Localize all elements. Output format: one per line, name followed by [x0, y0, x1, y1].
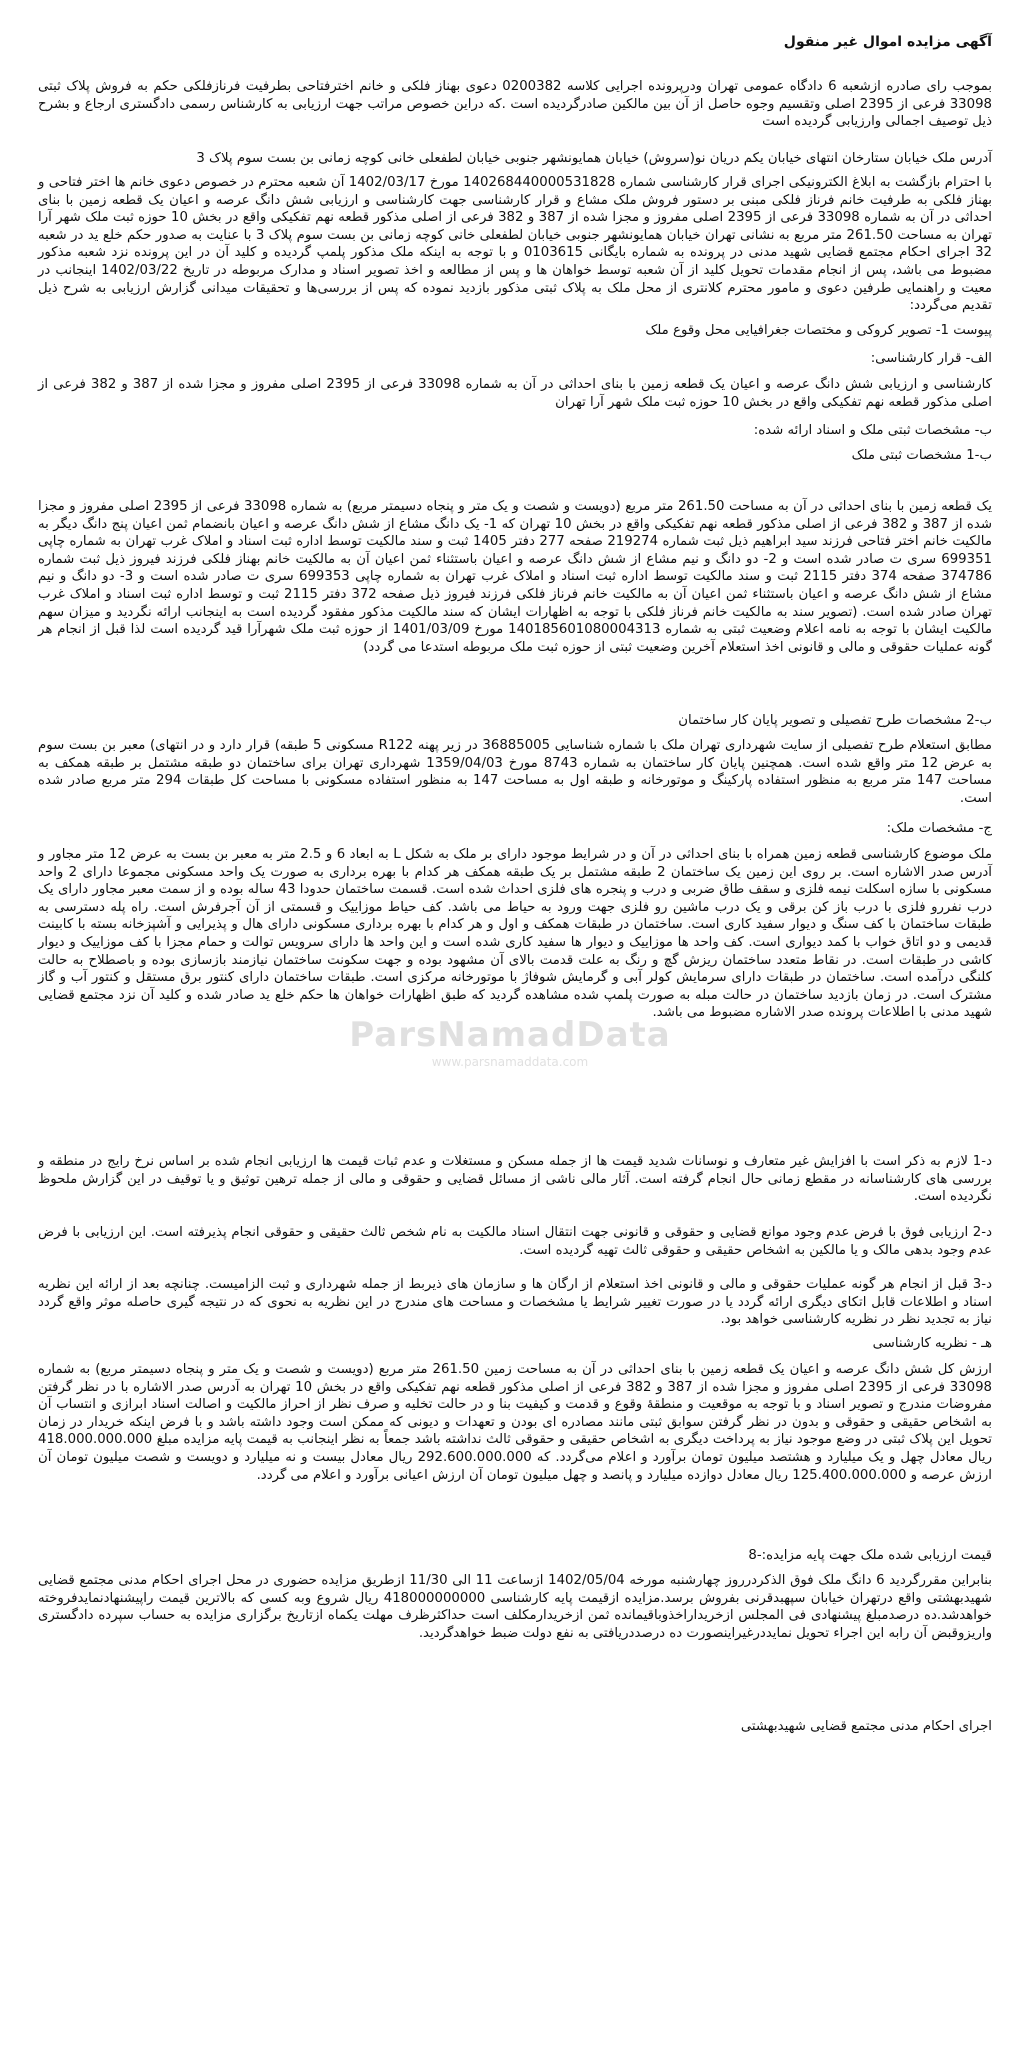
watermark-brand: ParsNamadData: [349, 1015, 671, 1055]
report-intro-paragraph: با احترام بازگشت به ابلاغ الکترونیکی اجرای قرار کارشناسی شماره 140268440000531828 مورخ 1402/03/17 آن شعبه محترم در خصوص دعوی خانم ها اختر فتاحی و بهناز فلکی به طرفیت خانم فرناز فلکی مبنی بر دستور فروش ملک مشاع و قرار کارشناسی جهت کارشناسی و ارزیابی شش دانگ عرصه و اعیان یک قطعه زمین با بنای احداثی در آن به شماره 33098 فرعی از 2395 اصلی مفروز و مجزا شده از 387 و 382 فرعی از اصلی مذکور قطعه نهم تفکیکی واقع در بخش 10 حوزه ثبت ملک شهر آرا تهران به مساحت 261.50 متر مربع به نشانی تهران خیابان همایونشهر جنوبی خیابان لطفعلی خانی کوچه زمانی بن بست سوم پلاک 3 با عنایت به صدور حکم خلع ید در شعبه 32 اجرای احکام مجتمع قضایی شهید مدنی در پرونده به شماره بایگانی 0103615 و با توجه به اینکه ملک مذکور پلمپ گردیده و کلید آن در این پرونده نزد شعبه مذکور مضبوط می باشد، پس از انجام مقدمات تحویل کلید از آن شعبه توسط خواهان ها و پس از مطالعه و اخذ تصویر اسناد و مدارک مربوطه در تاریخ 1402/03/22 اینجانب در معیت و راهنمایی طرفین دعوی و مامور محترم کلانتری از محل ملک به پلاک ثبتی مذکور بازدید نموده که پس از بررسی‌ها و تحقیقات میدانی گزارش ارزیابی به شرح ذیل تقدیم می‌گردد:: [38, 175, 993, 314]
section-be2-heading: ب-2 مشخصات طرح تفصیلی و تصویر پایان کار ساختمان: [678, 713, 992, 728]
section-be2-body: مطابق استعلام طرح تفصیلی از سایت شهرداری تهران ملک با شماره شناسایی 36885005 در زیر پهنه R122 مسکونی 5 طبقه) قرار دارد و در انتهای) معبر بن بست سوم به عرض 12 متر واقع شده است. همچنین پایان کار ساختمان به شماره 8743 مورخ 1359/04/03 شهرداری تهران برای ساختمان دو طبقه مشتمل بر طبقه همکف به مساحت 147 متر مربع به منظور استفاده پارکینگ و موتورخانه و طبقه اول به مساحت 147 به منظور استفاده مسکونی با مساحت کل طبقات 294 متر مربع صادر شده است.: [38, 738, 993, 806]
attachment-line: پیوست 1- تصویر کروکی و مختصات جغرافیایی محل وقوع ملک: [645, 323, 992, 338]
section-be-heading: ب- مشخصات ثبتی ملک و اسناد ارائه شده:: [753, 423, 992, 438]
section-be1-body: یک قطعه زمین با بنای احداثی در آن به مساحت 261.50 متر مربع (دویست و شصت و یک متر و پنجاه دسیمتر مربع) به شماره 33098 فرعی از 2395 اصلی مفروز و مجزا شده از 387 و 382 فرعی از اصلی مذکور قطعه نهم تفکیکی واقع در بخش 10 تهران که 1- یک دانگ مشاع از شش دانگ عرصه و اعیان بانضمام ثمن اعیان پنج دانگ دیگر به مالکیت خانم اختر فتاحی فرزند سید ابراهیم ذیل ثبت شماره 219274 صفحه 277 دفتر 1405 ثبت و سند مالکیت توسط اداره ثبت اسناد و املاک غرب تهران به شماره چاپی 699351 سری ت صادر شده است و 2- دو دانگ و نیم مشاع از شش دانگ عرصه و اعیان باستثناء ثمن اعیان آن به مالکیت خانم بهناز فلکی فرزند فیروز ذیل ثبت شماره 374786 صفحه 374 دفتر 2115 ثبت و سند مالکیت توسط اداره ثبت اسناد و املاک غرب تهران به شماره چاپی 699353 سری ت صادر شده است و 3- دو دانگ و نیم مشاع از شش دانگ عرصه و اعیان باستثناء ثمن اعیان آن به مالکیت خانم فرناز فلکی فرزند فیروز ذیل صفحه 372 دفتر 2115 ثبت و توسط اداره ثبت اسناد و املاک غرب تهران صادر شده است. (تصویر سند به مالکیت خانم فرناز فلکی با توجه به اظهارات ایشان که سند مالکیت مذکور مفقود گردیده است به اینجانب ارائه نگردید و میزان سهم مالکیت ایشان با توجه به نامه اعلام وضعیت ثبتی به شماره 140185601080004313 مورخ 1401/03/09 از حوزه ثبت ملک شهرآرا قید گردیده است لذا قبل از انجام هر گونه عملیات حقوقی و مالی و قانونی اخذ استعلام آخرین وضعیت ثبتی از حوزه ثبت ملک مربوطه استدعا می گردد): [38, 499, 993, 655]
auction-terms-paragraph: بنابراین مقررگردید 6 دانگ ملک فوق الذکردرروز چهارشنبه مورخه 1402/05/04 ازساعت 11 الی 11/30 ازطریق مزایده حضوری در محل اجرای احکام مدنی مجتمع قضایی شهیدبهشتی واقع درتهران خیابان سپهبدقرنی بفروش برسد.مزایده ازقیمت پایه کارشناسی 418000000000 ریال شروع وبه کسی که بالاترین قیمت راپیشنهادنمایدفروخته خواهدشد.ده درصدمبلغ پیشنهادی فی المجلس ازخریداراخذوباقیمانده ثمن ازخریدارمکلف است حداکثرظرف مهلت یکماه ازتاریخ برگزاری مزایده به حساب سپرده دادگستری واریزوقبض آن رابه این اجراء تحویل نمایددرغیراینصورت ده درصددریافتی به نفع دولت ضبط خواهدگردید.: [38, 1573, 992, 1641]
watermark-logo: [280, 1015, 740, 1105]
signature: اجرای احکام مدنی مجتمع قضایی شهیدبهشتی: [740, 1719, 992, 1734]
price-heading: قیمت ارزیابی شده ملک جهت پایه مزایده:-8: [748, 1548, 992, 1563]
section-he-body: ارزش کل شش دانگ عرصه و اعیان یک قطعه زمین با بنای احداثی در آن به مساحت زمین 261.50 متر مربع (دویست و شصت و یک متر و پنجاه دسیمتر مربع) به شماره 33098 فرعی از 2395 اصلی مفروز و مجزا شده از 387 و 382 فرعی از اصلی مذکور قطعه نهم تفکیکی واقع در بخش 10 تهران به آدرس صدر الاشاره با در نظر گرفتن مفروضات مندرج و تصویر اسناد و با توجه به موقعیت و منطقهٔ وقوع و قدمت و کیفیت بنا و در حالت تخلیه و صرف نظر از احراز مالکیت و اصالت اسناد ابرازی و انتساب آن به اشخاص حقیقی و حقوقی و بدون در نظر گرفتن سوابق ثبتی مانند مصادره ای بودن و تعهدات و دیونی که ممکن است وجود داشته باشد و با فرض اینکه خریدار در زمان تحویل این پلاک ثبتی در وضع موجود نیاز به پرداخت دیگری به اشخاص حقیقی و حقوقی ثالث نداشته باشد جمعاً به نظر اینجانب به قیمت پایه مزایده مبلغ 418.000.000.000 ریال معادل چهل و یک میلیارد و هشتصد میلیون تومان برآورد و اعلام می‌گردد. که 292.600.000.000 ریال معادل بیست و نه میلیارد و دویست و شصت میلیون تومان آن ارزش عرصه و 125.400.000.000 ریال معادل دوازده میلیارد و پانصد و چهل میلیون تومان آن ارزش اعیانی برآورد و اعلام می گردد.: [38, 1362, 992, 1483]
section-alef-heading: الف- قرار کارشناسی:: [870, 351, 992, 366]
section-dal1: د-1 لازم به ذکر است با افزایش غیر متعارف و نوسانات شدید قیمت ها از جمله مسکن و مستغلات و عدم ثبات قیمت ها ارزیابی انجام شده بر اساس نرخ رایج در منطقه و بررسی های کارشناسانه در مقطع زمانی حال انجام گرفته است. آثار مالی ناشی از مسائل قضایی و حقوقی و مالی از جمله ترهین توثیق و یا توقیف در این گزارش ملحوظ نگردیده است.: [38, 1154, 992, 1205]
section-dal2: د-2 ارزیابی فوق با فرض عدم وجود موانع قضایی و حقوقی و قانونی جهت انتقال اسناد مالکیت به نام شخص ثالث حقیقی و حقوقی انجام پذیرفته است. این ارزیابی با فرض عدم وجود بدهی مالک و یا مالکین به اشخاص حقیقی و حقوقی ثالث تهیه گردیده است.: [38, 1225, 992, 1258]
section-alef-body: کارشناسی و ارزیابی شش دانگ عرصه و اعیان یک قطعه زمین با بنای احداثی در آن به شماره 33098 فرعی از 2395 اصلی مفروز و مجزا شده از 387 و 382 فرعی از اصلی مذکور قطعه نهم تفکیکی واقع در بخش 10 حوزه ثبت ملک شهر آرا تهران: [38, 377, 993, 410]
property-address: آدرس ملک خیابان ستارخان انتهای خیابان یکم دریان نو(سروش) خیابان همایونشهر جنوبی خیابان لطفعلی خانی کوچه زمانی بن بست سوم پلاک 3: [196, 151, 992, 166]
section-dal3: د-3 قبل از انجام هر گونه عملیات حقوقی و مالی و قانونی اخذ استعلام از ارگان ها و سازمان های ذیربط از جمله شهرداری و ثبت الزامیست. چنانچه بعد از ارائه این نظریه اسناد و اطلاعات قابل اتکای دیگری ارائه گردد یا در صورت تغییر شرایط یا مشخصات و مساحت های مندرج در این نظریه به نحوی که در نتیجه گیری حاصله موثر واقع گردد نیاز به تجدید نظر در نظریه کارشناسی خواهد بود.: [38, 1277, 992, 1328]
section-he-heading: هـ - نظریه کارشناسی: [872, 1336, 992, 1351]
intro-paragraph: بموجب رای صادره ازشعبه 6 دادگاه عمومی تهران ودرپرونده اجرایی کلاسه 0200382 دعوی بهناز فلکی و خانم اخترفتاحی بطرفیت فرنازفلکی حکم به فروش پلاک ثبتی 33098 فرعی از 2395 اصلی وتقسیم وجوه حاصل از آن بین مالکین صادرگردیده است .که دراین خصوص مراتب جهت ارزیابی به کارشناس رسمی دادگستری ارجاع و بشرح ذیل توصیف اجمالی وارزیابی گردیده است: [38, 79, 992, 130]
notice-title: آگهی مزایده اموال غیر منقول: [783, 34, 992, 50]
section-jim-body: ملک موضوع کارشناسی قطعه زمین همراه با بنای احداثی در آن و در شرایط موجود دارای بر ملک به شکل L به ابعاد 6 و 2.5 متر به معبر بن بست به عرض 12 متر مجاور و آدرس صدر الاشاره است. بر روی این زمین یک ساختمان 2 طبقه مشتمل بر یک طبقه همکف هر کدام با بهره برداری به صورت یک واحد مسکونی مجموعا دارای 2 واحد مسکونی با سازه اسکلت نیمه فلزی و سقف طاق ضربی و درب و پنجره های فلزی احداث شده است. قسمت ساختمان حدودا 43 ساله بوده و از سمت معبر مجاور دارای یک درب نفررو فلزی با درب باز کن برقی و یک درب ماشین رو فلزی جهت ورود به حیاط می باشد. کف حیاط موزاییک و قسمتی از آن آجرفرش است. راه پله دسترسی به طبقات ساختمان با کف سنگ و دیوار سفید کاری است. ساختمان در طبقات همکف و اول و هر کدام با بهره برداری مسکونی دارای هال و پذیرایی و آشپزخانه بسته با کابینت قدیمی و دو اتاق خواب با کمد دیواری است. کف واحد ها موزاییک و دیوار ها سفید کاری شده است و این واحد ها دارای سرویس توالت و حمام مجزا با کف موزاییک و دیوار کاشی در طبقات است. در نقاط متعدد ساختمان ریزش گچ و رنگ به علت قدمت بالای آن مشهود بوده و جهت سکونت ساختمان نیازمند بازسازی بوده و باصطلاح به حالت کلنگی درآمده است. ساختمان در طبقات دارای سرمایش کولر آبی و گرمایش شوفاژ با موتورخانه مرکزی است. طبقات ساختمان دارای کنتور برق مستقل و کنتور آب و گاز مشترک است. در زمان بازدید ساختمان در حالت مبله به صورت پلمپ شده مشاهده گردید که طبق اظهارات خواهان ها حکم خلع ید صادر شده و کلید آن نزد مجتمع قضایی شهید مدنی با اطلاعات پرونده صدر الاشاره مضبوط می باشد.: [38, 847, 993, 1021]
section-be1-heading: ب-1 مشخصات ثبتی ملک: [851, 448, 992, 463]
section-jim-heading: ج- مشخصات ملک:: [886, 821, 992, 836]
watermark-url: www.parsnamaddata.com: [431, 1055, 589, 1069]
